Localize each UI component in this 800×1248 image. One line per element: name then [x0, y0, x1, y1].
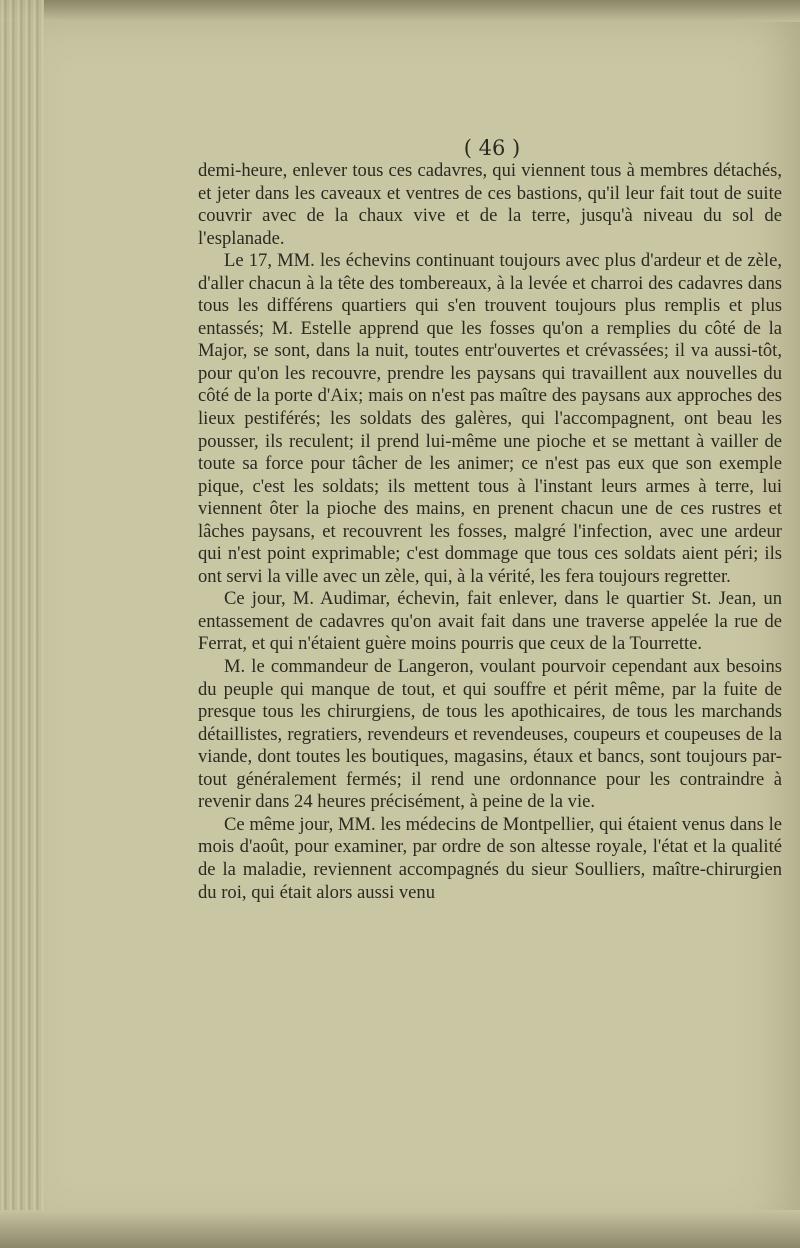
paragraph: Ce jour, M. Audimar, échevin, fait enlever, dans le quartier St. Jean, un entassement de cadavres qu'on avait fait dans une traverse appelée la rue de Ferrat, et qui n'étaient guère moins pourris que ceux de la Tourrette. — [198, 588, 782, 655]
page-stack-edges — [0, 0, 44, 1248]
paragraph: M. le commandeur de Langeron, voulant pourvoir cependant aux besoins du peuple qui manque de tout, et qui souffre et périt même, par la fuite de presque tous les chirurgiens, de tous les apothicaires, de tous les marchands détaillistes, regratiers, revendeurs et revendeuses, coupeurs et coupeuses de la viande, dont toutes les boutiques, magasins, étaux et bancs, sont toujours par-tout généralement fermés; il rend une ordonnance pour les contraindre à revenir dans 24 heures précisément, à peine de la vie. — [198, 656, 782, 813]
page-bottom-edge — [0, 1210, 800, 1248]
page-number: ( 46 ) — [463, 136, 521, 160]
paragraph: Ce même jour, MM. les médecins de Montpellier, qui étaient venus dans le mois d'août, pour examiner, par ordre de son altesse royale, l'état et la qualité de la maladie, reviennent accompagnés du sieur Soulliers, maître-chirurgien du roi, qui était alors aussi venu — [198, 813, 782, 903]
body-text — [198, 160, 782, 904]
paragraph: demi-heure, enlever tous ces cadavres, qui viennent tous à membres détachés, et jeter dans les caveaux et ventres de ces bastions, qu'il leur fait tout de suite couvrir avec de la chaux vive et de la terre, jusqu'à niveau du sol de l'esplanade. — [198, 160, 782, 249]
page-top-edge — [0, 0, 800, 22]
paragraph: Le 17, MM. les échevins continuant toujours avec plus d'ardeur et de zèle, d'aller chacun à la tête des tombereaux, à la levée et charroi des cadavres dans tous les différens quartiers qui s'en trouvent toujours plus remplis et plus entassés; M. Estelle apprend que les fosses qu'on a remplies du côté de la Major, se sont, dans la nuit, toutes entr'ouvertes et crévassées; il va aussi-tôt, pour qu'on les recouvre, prendre les paysans qui travaillent aux nouvelles du côté de la porte d'Aix; mais on n'est pas maître des paysans aux approches des lieux pestiférés; les soldats des galères, qui l'accompagnent, ont beau les pousser, ils reculent; il prend lui-même une pioche et se mettant à vailler de toute sa force pour tâcher de les animer; ce n'est pas eux que son exemple pique, c'est les soldats; ils mettent tous à l'instant leurs armes à terre, lui viennent ôter la pioche des mains, en prenent chacun une de ces rustres et lâches paysans, et recouvrent les fosses, malgré l'infection, avec une ardeur qui n'est point exprimable; c'est dommage que tous ces soldats aient péri; ils ont servi la ville avec un zèle, qui, à la vérité, les fera toujours regretter. — [198, 250, 782, 587]
